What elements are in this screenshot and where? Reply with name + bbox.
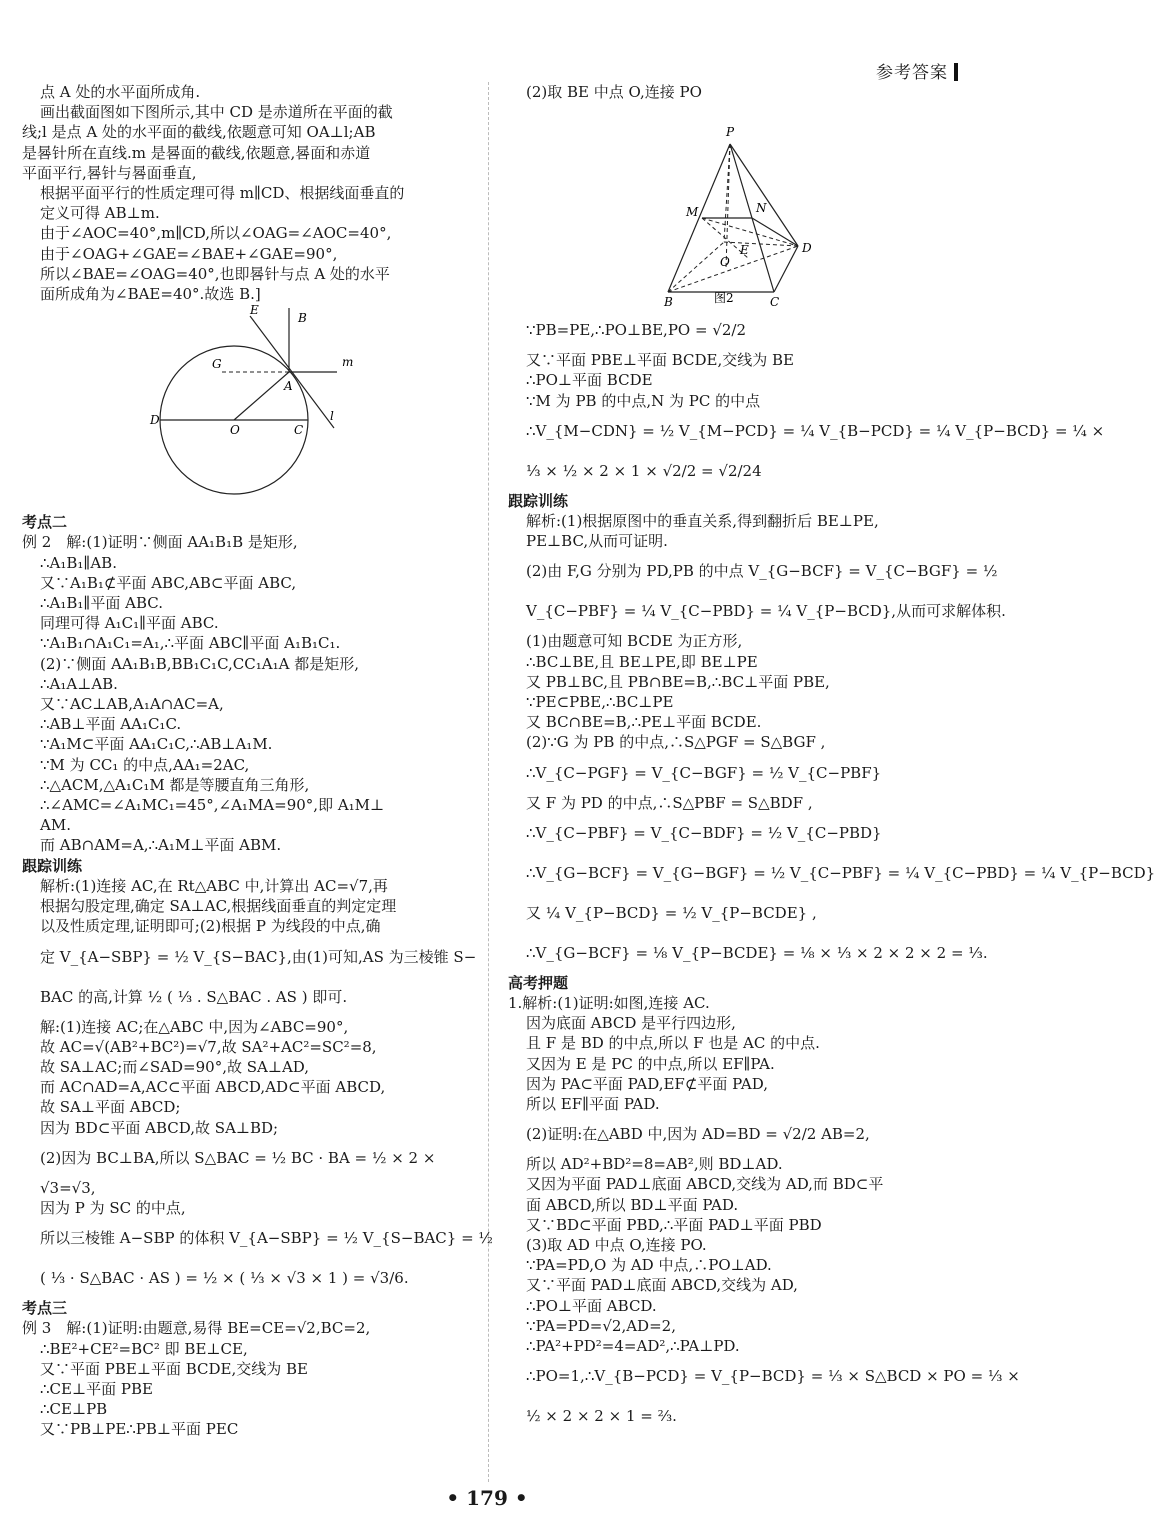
text-line: ∵A₁M⊂平面 AA₁C₁C,∴AB⊥A₁M. (40, 735, 273, 754)
text-line: (2)证明:在△ABD 中,因为 AD=BD = √2/2 AB=2, (526, 1125, 870, 1144)
section-title-track2: 跟踪训练 (508, 491, 569, 510)
text-line: (2)∵侧面 AA₁B₁B,BB₁C₁C,CC₁A₁A 都是矩形, (40, 654, 359, 673)
label-D: D (802, 241, 812, 256)
section-title-kaodian2: 考点二 (22, 513, 68, 532)
figure-caption: 图2 (714, 291, 734, 306)
label-A: A (284, 379, 293, 394)
label-C: C (770, 295, 780, 310)
page-header (876, 58, 958, 83)
text-line: 解:(1)连接 AC;在△ABC 中,因为∠ABC=90°, (40, 1017, 349, 1036)
pyramid-figure-2 (508, 106, 960, 310)
text-line: ( ⅓ · S△BAC · AS ) = ½ × ( ⅓ × √3 × 1 ) = √3/6. (40, 1269, 409, 1288)
text-line: 点 A 处的水平面所成角. (40, 83, 201, 101)
label-m: m (342, 355, 354, 370)
text-line: ∵M 为 PB 的中点,N 为 PC 的中点 (526, 391, 761, 410)
text-line: ∴A₁B₁∥AB. (40, 553, 117, 572)
text-line: ∴V_{C−PBF} = V_{C−BDF} = ½ V_{C−PBD} (526, 823, 882, 842)
text-line: 面所成角为∠BAE=40°.故选 B.] (40, 285, 261, 304)
text-line: 而 AB∩AM=A,∴A₁M⊥平面 ABM. (40, 836, 282, 855)
label-C: C (294, 423, 304, 438)
text-line: (1)由题意可知 BCDE 为正方形, (526, 632, 743, 651)
text-line: 又∵平面 PAD⊥底面 ABCD,交线为 AD, (526, 1276, 798, 1295)
section-title-gaokao: 高考押题 (508, 973, 569, 992)
sundial-cross-section-figure (22, 303, 474, 508)
text-line: 又∵BD⊂平面 PBD,∴平面 PAD⊥平面 PBD (526, 1215, 822, 1234)
text-line: 所以 EF∥平面 PAD. (526, 1095, 660, 1114)
text-line: 定 V_{A−SBP} = ½ V_{S−BAC},由(1)可知,AS 为三棱锥 S− (40, 947, 477, 966)
text-line: ∴BC⊥BE,且 BE⊥PE,即 BE⊥PE (526, 652, 758, 671)
text-line: 又 PB⊥BC,且 PB∩BE=B,∴BC⊥平面 PBE, (526, 672, 830, 691)
text-line: 平面平行,晷针与晷面垂直, (22, 163, 197, 182)
text-line: ∴A₁B₁∥平面 ABC. (40, 594, 163, 613)
left-column (22, 82, 493, 1440)
label-O: O (230, 423, 240, 438)
text-line: 线;l 是点 A 处的水平面的截线,依题意可知 OA⊥l;AB (22, 123, 376, 142)
text-line: (2)因为 BC⊥BA,所以 S△BAC = ½ BC · BA = ½ × 2 × (40, 1148, 436, 1167)
right-column (508, 82, 1155, 1436)
text-line: ∴△ACM,△A₁C₁M 都是等腰直角三角形, (40, 775, 310, 794)
text-line: (2)∵G 为 PB 的中点,∴S△PGF = S△BGF , (526, 733, 826, 752)
text-line: 由于∠OAG+∠GAE=∠BAE+∠GAE=90°, (40, 244, 338, 263)
text-line: 故 AC=√(AB²+BC²)=√7,故 SA²+AC²=SC²=8, (40, 1037, 377, 1056)
text-line: ∵PE⊂PBE,∴BC⊥PE (526, 693, 674, 712)
text-line: V_{C−PBF} = ¼ V_{C−PBD} = ¼ V_{P−BCD},从而可求解体积. (526, 602, 1006, 621)
text-line: 又 F 为 PD 的中点,∴S△PBF = S△BDF , (526, 793, 813, 812)
text-line: ∴AB⊥平面 AA₁C₁C. (40, 715, 182, 734)
text-line: ∴PO=1,∴V_{B−PCD} = V_{P−BCD} = ⅓ × S△BCD × PO = ⅓ × (526, 1367, 1020, 1386)
text-line: AM. (40, 816, 71, 835)
label-B: B (664, 295, 673, 310)
text-line: 定义可得 AB⊥m. (40, 204, 160, 223)
column-divider (488, 82, 489, 1482)
text-line: 又∵AC⊥AB,A₁A∩AC=A, (40, 695, 224, 714)
text-line: ∴∠AMC=∠A₁MC₁=45°,∠A₁MA=90°,即 A₁M⊥ (40, 796, 385, 815)
text-line: BAC 的高,计算 ½ ( ⅓ . S△BAC . AS ) 即可. (40, 987, 348, 1006)
text-line: 且 F 是 BD 的中点,所以 F 也是 AC 的中点. (526, 1034, 820, 1053)
label-D: D (150, 413, 160, 428)
label-E: E (740, 243, 749, 258)
text-line: 因为 P 为 SC 的中点, (40, 1198, 186, 1217)
text-line: ∴A₁A⊥AB. (40, 674, 118, 693)
text-line: 又∵平面 PBE⊥平面 BCDE,交线为 BE (40, 1359, 308, 1378)
label-P: P (726, 125, 735, 140)
text-line: ∵PA=PD=√2,AD=2, (526, 1316, 676, 1335)
text-line: 根据平面平行的性质定理可得 m∥CD、根据线面垂直的 (40, 184, 405, 203)
label-E: E (250, 303, 259, 318)
text-line: ∵M 为 CC₁ 的中点,AA₁=2AC, (40, 755, 250, 774)
text-line: 解析:(1)根据原图中的垂直关系,得到翻折后 BE⊥PE, (526, 512, 879, 531)
text-line: 因为底面 ABCD 是平行四边形, (526, 1014, 736, 1033)
label-M: M (686, 205, 699, 220)
text-line: 又 BC∩BE=B,∴PE⊥平面 BCDE. (526, 713, 762, 732)
text-line: 又∵PB⊥PE∴PB⊥平面 PEC (40, 1420, 239, 1439)
header-title: 参考答案 (876, 63, 948, 83)
text-line: 所以 AD²+BD²=8=AB²,则 BD⊥AD. (526, 1155, 783, 1174)
text-line: 而 AC∩AD=A,AC⊂平面 ABCD,AD⊂平面 ABCD, (40, 1078, 386, 1097)
text-line: 又∵平面 PBE⊥平面 BCDE,交线为 BE (526, 351, 794, 370)
text-line: 又因为平面 PAD⊥底面 ABCD,交线为 AD,而 BD⊂平 (526, 1175, 884, 1194)
text-line: 1.解析:(1)证明:如图,连接 AC. (508, 994, 710, 1013)
text-line: 又 ¼ V_{P−BCD} = ½ V_{P−BCDE} , (526, 903, 817, 922)
text-line: ∴PO⊥平面 ABCD. (526, 1296, 657, 1315)
text-line: ∵A₁B₁∩A₁C₁=A₁,∴平面 ABC∥平面 A₁B₁C₁. (40, 634, 341, 653)
text-line: 是晷针所在直线.m 是晷面的截线,依题意,晷面和赤道 (22, 143, 371, 162)
text-line: 面 ABCD,所以 BD⊥平面 PAD. (526, 1195, 739, 1214)
text-line: 以及性质定理,证明即可;(2)根据 P 为线段的中点,确 (40, 917, 381, 936)
text-line: 根据勾股定理,确定 SA⊥AC,根据线面垂直的判定定理 (40, 897, 397, 916)
label-B: B (298, 311, 307, 326)
text-line: 故 SA⊥AC;而∠SAD=90°,故 SA⊥AD, (40, 1057, 310, 1076)
text-line: 解析:(1)连接 AC,在 Rt△ABC 中,计算出 AC=√7,再 (40, 876, 388, 895)
text-line: ∴PA²+PD²=4=AD²,∴PA⊥PD. (526, 1337, 740, 1356)
text-line: ∴PO⊥平面 BCDE (526, 371, 653, 390)
text-line: 例 2 解:(1)证明∵侧面 AA₁B₁B 是矩形, (22, 533, 298, 552)
text-line: ∴BE²+CE²=BC² 即 BE⊥CE, (40, 1339, 248, 1358)
text-line: ∵PA=PD,O 为 AD 中点,∴PO⊥AD. (526, 1256, 772, 1275)
text-line: √3=√3, (40, 1178, 96, 1197)
text-line: ∴V_{C−PGF} = V_{C−BGF} = ½ V_{C−PBF} (526, 763, 882, 782)
text-line: ½ × 2 × 2 × 1 = ⅔. (526, 1407, 677, 1426)
section-title-track1: 跟踪训练 (22, 856, 83, 875)
text-line: 由于∠AOC=40°,m∥CD,所以∠OAG=∠AOC=40°, (40, 224, 392, 243)
header-bar (954, 63, 958, 81)
text-line: ∴CE⊥PB (40, 1400, 108, 1419)
text-line: ∴V_{M−CDN} = ½ V_{M−PCD} = ¼ V_{B−PCD} = ¼ V_{P−BCD} = ¼ × (526, 421, 1105, 440)
text-line: ∴V_{G−BCF} = ⅛ V_{P−BCDE} = ⅛ × ⅓ × 2 × 2 × 2 = ⅓. (526, 943, 988, 962)
text-line: PE⊥BC,从而可证明. (526, 532, 668, 551)
section-title-kaodian3: 考点三 (22, 1299, 68, 1318)
text-line: (3)取 AD 中点 O,连接 PO. (526, 1236, 707, 1255)
text-line: 同理可得 A₁C₁∥平面 ABC. (40, 614, 219, 633)
text-line: 又因为 E 是 PC 的中点,所以 EF∥PA. (526, 1054, 775, 1073)
text-line: 所以∠BAE=∠OAG=40°,也即晷针与点 A 处的水平 (40, 264, 390, 283)
text-line: 画出截面图如下图所示,其中 CD 是赤道所在平面的截 (40, 103, 393, 122)
page-number: • 179 • (446, 1486, 528, 1510)
text-line: (2)取 BE 中点 O,连接 PO (526, 83, 702, 101)
text-line: 又∵A₁B₁⊄平面 ABC,AB⊂平面 ABC, (40, 573, 297, 592)
text-line: 故 SA⊥平面 ABCD; (40, 1098, 181, 1117)
text-line: 所以三棱锥 A−SBP 的体积 V_{A−SBP} = ½ V_{S−BAC} = ½ (40, 1229, 493, 1248)
label-G: G (212, 357, 222, 372)
text-line: ∵PB=PE,∴PO⊥BE,PO = √2/2 (526, 321, 747, 340)
label-l: l (330, 409, 334, 424)
text-line: ⅓ × ½ × 2 × 1 × √2/2 = √2/24 (526, 461, 762, 480)
label-N: N (756, 201, 767, 216)
label-O: O (720, 255, 730, 270)
text-line: 例 3 解:(1)证明:由题意,易得 BE=CE=√2,BC=2, (22, 1319, 371, 1338)
text-line: 因为 BD⊂平面 ABCD,故 SA⊥BD; (40, 1118, 279, 1137)
text-line: 因为 PA⊂平面 PAD,EF⊄平面 PAD, (526, 1074, 768, 1093)
text-line: ∴CE⊥平面 PBE (40, 1379, 153, 1398)
text-line: ∴V_{G−BCF} = V_{G−BGF} = ½ V_{C−PBF} = ¼ V_{C−PBD} = ¼ V_{P−BCD} (526, 863, 1155, 882)
text-line: (2)由 F,G 分别为 PD,PB 的中点 V_{G−BCF} = V_{C−BGF} = ½ (526, 562, 998, 581)
